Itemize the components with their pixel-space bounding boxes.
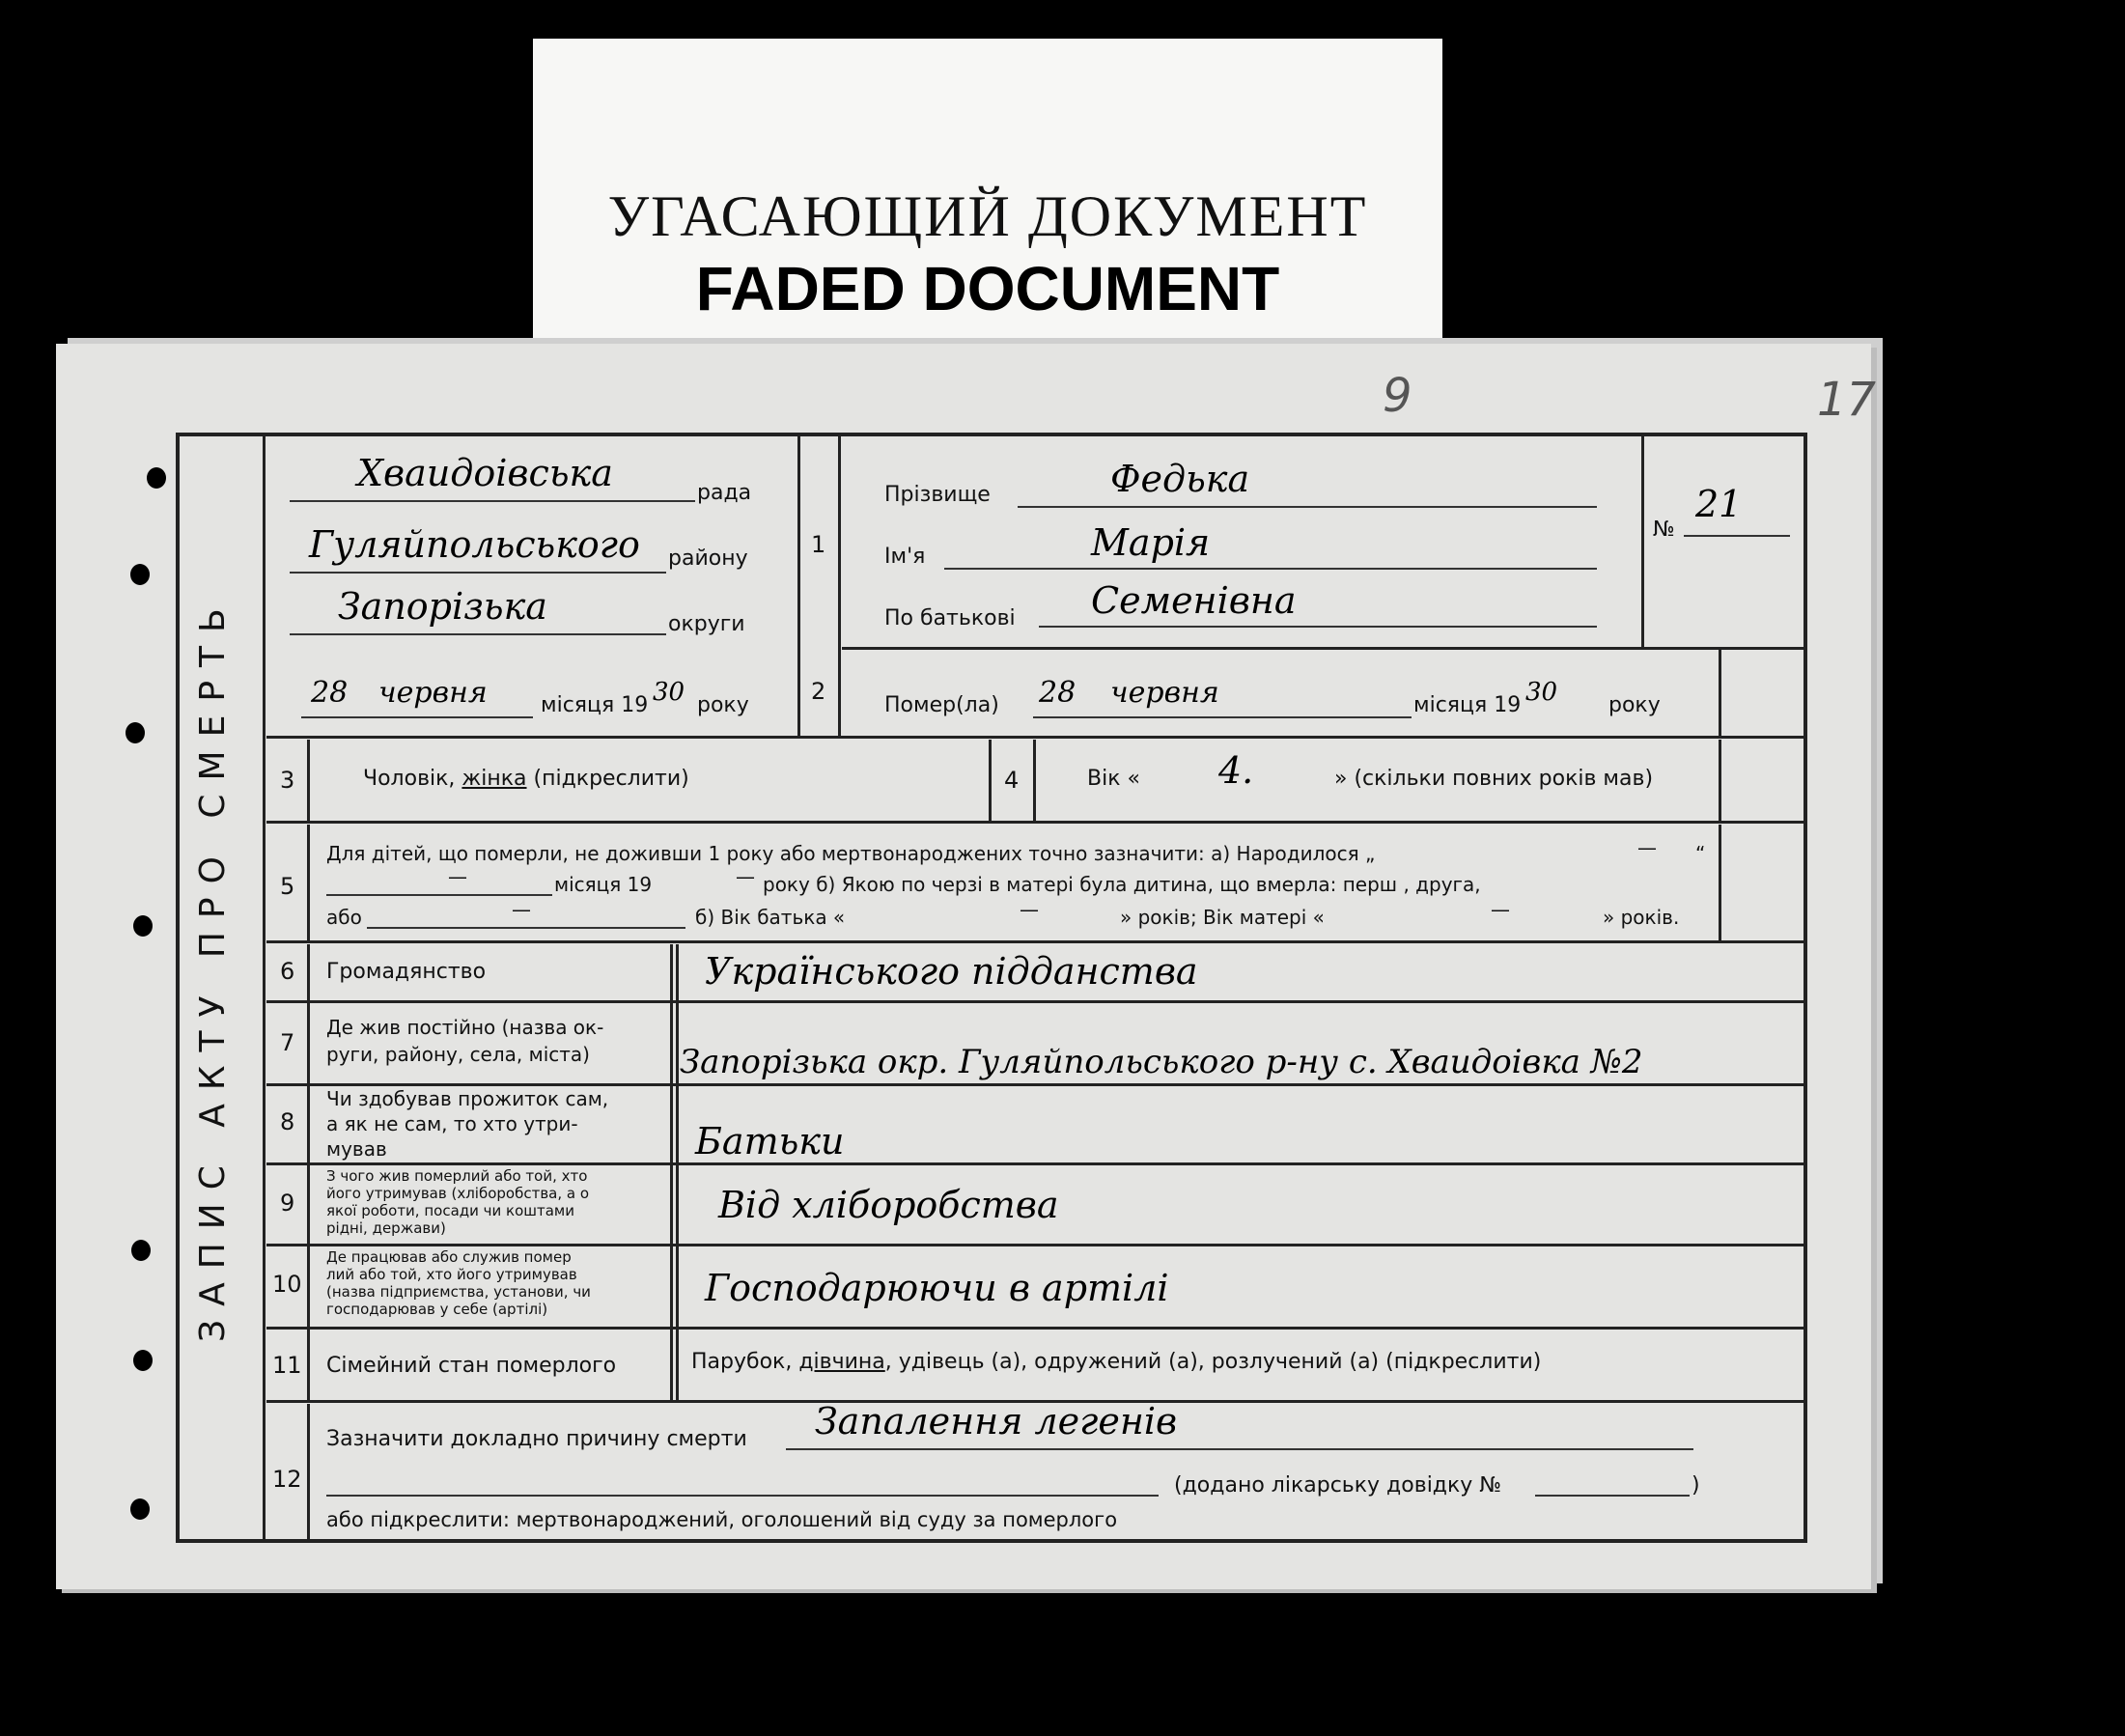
father-age-dash: — <box>1020 898 1039 921</box>
residence-label-l1: Де жив постійно (назва ок- <box>326 1016 604 1039</box>
workplace-label-l3: (назва підприємства, установи, чи <box>326 1283 591 1301</box>
underline <box>1535 1495 1690 1497</box>
section-7-number: 7 <box>280 1029 295 1056</box>
okruha-handwritten: Запорізька <box>338 585 547 628</box>
underline <box>290 572 666 574</box>
header-divider-num <box>838 436 841 736</box>
underline <box>290 500 695 502</box>
child-order-dash: — <box>512 898 531 921</box>
row3-divider-d <box>1719 740 1721 821</box>
workplace-label-l4: господарював у себе (артілі) <box>326 1301 548 1318</box>
binder-hole <box>131 1240 151 1261</box>
row-line <box>266 940 1803 943</box>
income-label-l1: З чого жив померлий або той, хто <box>326 1167 588 1185</box>
header-year-handwritten: 30 <box>653 678 685 707</box>
name-handwritten: Марія <box>1091 521 1211 564</box>
page-number-center: 9 <box>1383 369 1412 423</box>
livelihood-label-l3: мував <box>326 1137 387 1161</box>
age-suffix: » (скільки повних років мав) <box>1334 767 1654 791</box>
patronymic-label: По батькові <box>884 606 1016 630</box>
citizenship-handwritten: Українського підданства <box>705 950 1198 993</box>
binder-hole <box>133 1350 153 1371</box>
rada-label: рада <box>697 481 752 505</box>
death-year-handwritten: 30 <box>1525 678 1558 707</box>
rows-num-divider <box>307 944 310 1400</box>
row5-divider-right <box>1719 825 1721 940</box>
row12-divider <box>307 1404 310 1539</box>
child-year-dash: — <box>736 865 755 888</box>
header-divider-right <box>1641 436 1644 649</box>
income-label-l4: рідні, держави) <box>326 1219 446 1237</box>
mother-age-dash: — <box>1491 898 1510 921</box>
marital-option-bachelor: Парубок, <box>691 1350 799 1374</box>
livelihood-handwritten: Батьки <box>695 1120 845 1162</box>
section-1-number: 1 <box>811 531 826 558</box>
sex-option-female-underlined: жінка <box>461 767 527 791</box>
died-label: Помер(ла) <box>884 693 999 717</box>
underline <box>1018 506 1597 508</box>
okruha-label: округи <box>668 612 745 636</box>
surname-handwritten: Федька <box>1110 458 1250 500</box>
death-misyatsia-label: місяця 19 <box>1413 693 1522 717</box>
income-label-l3: якої роботи, посади чи коштами <box>326 1202 574 1219</box>
section-5-number: 5 <box>280 873 295 900</box>
record-number-label: № <box>1653 518 1675 542</box>
section-8-number: 8 <box>280 1108 295 1135</box>
death-month-handwritten: червня <box>1110 676 1219 710</box>
binder-hole <box>147 467 166 489</box>
underline <box>1033 716 1412 718</box>
surname-label: Прізвище <box>884 483 991 507</box>
underline <box>301 716 533 718</box>
child-month-dash: — <box>448 865 467 888</box>
rows-label-divider-2 <box>676 944 679 1400</box>
rada-handwritten: Хваидоівська <box>357 452 613 494</box>
section-2-number: 2 <box>811 678 826 705</box>
workplace-handwritten: Господарюючи в артілі <box>705 1267 1169 1309</box>
section-11-number: 11 <box>272 1352 302 1379</box>
child-line-2b: року б) Якою по черзі в матері була дитина, що вмерла: перш , друга, <box>763 873 1481 896</box>
income-label-l2: його утримував (хліборобства, а о <box>326 1185 590 1202</box>
header-month-handwritten: червня <box>378 676 488 710</box>
title-column-divider <box>263 436 266 1539</box>
marital-option-girl-underlined: дівчина <box>798 1350 885 1374</box>
label-english: FADED DOCUMENT <box>695 254 1280 323</box>
section-4-number: 4 <box>1004 767 1020 794</box>
sex-label <box>363 767 689 791</box>
death-roku-label: року <box>1608 693 1661 717</box>
row3-divider-c <box>1033 740 1036 821</box>
section-12-number: 12 <box>272 1466 302 1493</box>
header-day-handwritten: 28 <box>311 676 349 710</box>
header-roku-label: року <box>697 693 749 717</box>
sex-instruction: (підкреслити) <box>526 767 689 791</box>
workplace-label-l1: Де працював або служив помер <box>326 1248 572 1266</box>
medical-certificate-end: ) <box>1692 1473 1700 1498</box>
binder-hole <box>130 1498 150 1520</box>
patronymic-handwritten: Семенівна <box>1091 579 1297 622</box>
child-line-3a: або <box>326 906 362 929</box>
row-line <box>266 1244 1803 1246</box>
row-line <box>266 1327 1803 1330</box>
marital-status-options <box>691 1350 1541 1374</box>
faded-document-label-card <box>533 39 1442 357</box>
row-line <box>266 821 1803 824</box>
underline <box>786 1448 1693 1450</box>
child-born-dash: — <box>1637 836 1657 859</box>
binder-hole <box>130 564 150 585</box>
header-divider-left <box>797 436 800 736</box>
record-number-handwritten: 21 <box>1695 483 1743 525</box>
citizenship-label: Громадянство <box>326 960 487 984</box>
child-line-3c: » років; Вік матері « <box>1120 906 1325 929</box>
vertical-form-title: ЗАПИС АКТУ ПРО СМЕРТЬ <box>193 595 233 1342</box>
section-6-number: 6 <box>280 958 295 985</box>
child-line-3b: б) Вік батька « <box>695 906 846 929</box>
age-label: Вік « <box>1087 767 1140 791</box>
underline <box>944 568 1597 570</box>
underline <box>290 633 666 635</box>
underline <box>326 1495 1159 1497</box>
row5-divider <box>307 825 310 940</box>
section-9-number: 9 <box>280 1190 295 1217</box>
page-number-corner: 17 <box>1817 373 1877 427</box>
section2-divider-right <box>1719 649 1721 736</box>
residence-label-l2: руги, району, села, міста) <box>326 1043 590 1066</box>
cause-handwritten: Запалення легенів <box>815 1400 1178 1442</box>
row-line <box>266 1083 1803 1086</box>
livelihood-label-l2: а як не сам, то хто утри- <box>326 1112 578 1135</box>
raion-label: району <box>668 546 748 571</box>
header-misyatsia-label: місяця 19 <box>541 693 649 717</box>
livelihood-label-l1: Чи здобував прожиток сам, <box>326 1087 609 1110</box>
child-line-3d: » років. <box>1603 906 1680 929</box>
workplace-label-l2: лий або той, хто його утримував <box>326 1266 577 1283</box>
residence-handwritten: Запорізька окр. Гуляйпольського р-ну с. Хваидоівка №2 <box>680 1043 1643 1081</box>
row3-divider-b <box>989 740 992 821</box>
row-line <box>842 647 1803 650</box>
underline <box>326 894 552 896</box>
section-10-number: 10 <box>272 1271 302 1298</box>
row-line <box>266 1162 1803 1165</box>
rows-label-divider <box>670 944 673 1400</box>
income-handwritten: Від хліборобства <box>718 1184 1059 1226</box>
cause-label: Зазначити докладно причину смерти <box>326 1427 747 1451</box>
medical-certificate-label: (додано лікарську довідку № <box>1174 1473 1502 1498</box>
label-russian: УГАСАЮЩИЙ ДОКУМЕНТ <box>607 184 1368 248</box>
underline <box>367 927 685 929</box>
age-handwritten: 4. <box>1218 749 1254 792</box>
underline <box>1039 626 1597 628</box>
underline <box>1684 535 1790 537</box>
death-day-handwritten: 28 <box>1039 676 1076 710</box>
marital-options-rest: , удівець (а), одружений (а), розлучений (а) (підкреслити) <box>884 1350 1542 1374</box>
child-line-1: Для дітей, що померли, не доживши 1 року або мертвонароджених точно зазначити: а) Народилося „ <box>326 842 1376 865</box>
raion-handwritten: Гуляйпольського <box>309 523 640 566</box>
row-line <box>266 736 1803 739</box>
child-line-2a: місяця 19 <box>554 873 653 896</box>
binder-hole <box>133 915 153 937</box>
section-3-number: 3 <box>280 767 295 794</box>
stillborn-label: або підкреслити: мертвонароджений, оголошений від суду за померлого <box>326 1508 1118 1531</box>
row-line <box>266 1000 1803 1003</box>
row3-divider-a <box>307 740 310 821</box>
child-line-1-end: “ <box>1695 842 1706 865</box>
sex-option-male: Чоловік, <box>363 767 462 791</box>
marital-status-label: Сімейний стан померлого <box>326 1354 617 1378</box>
binder-hole <box>126 722 145 743</box>
name-label: Ім'я <box>884 545 926 569</box>
